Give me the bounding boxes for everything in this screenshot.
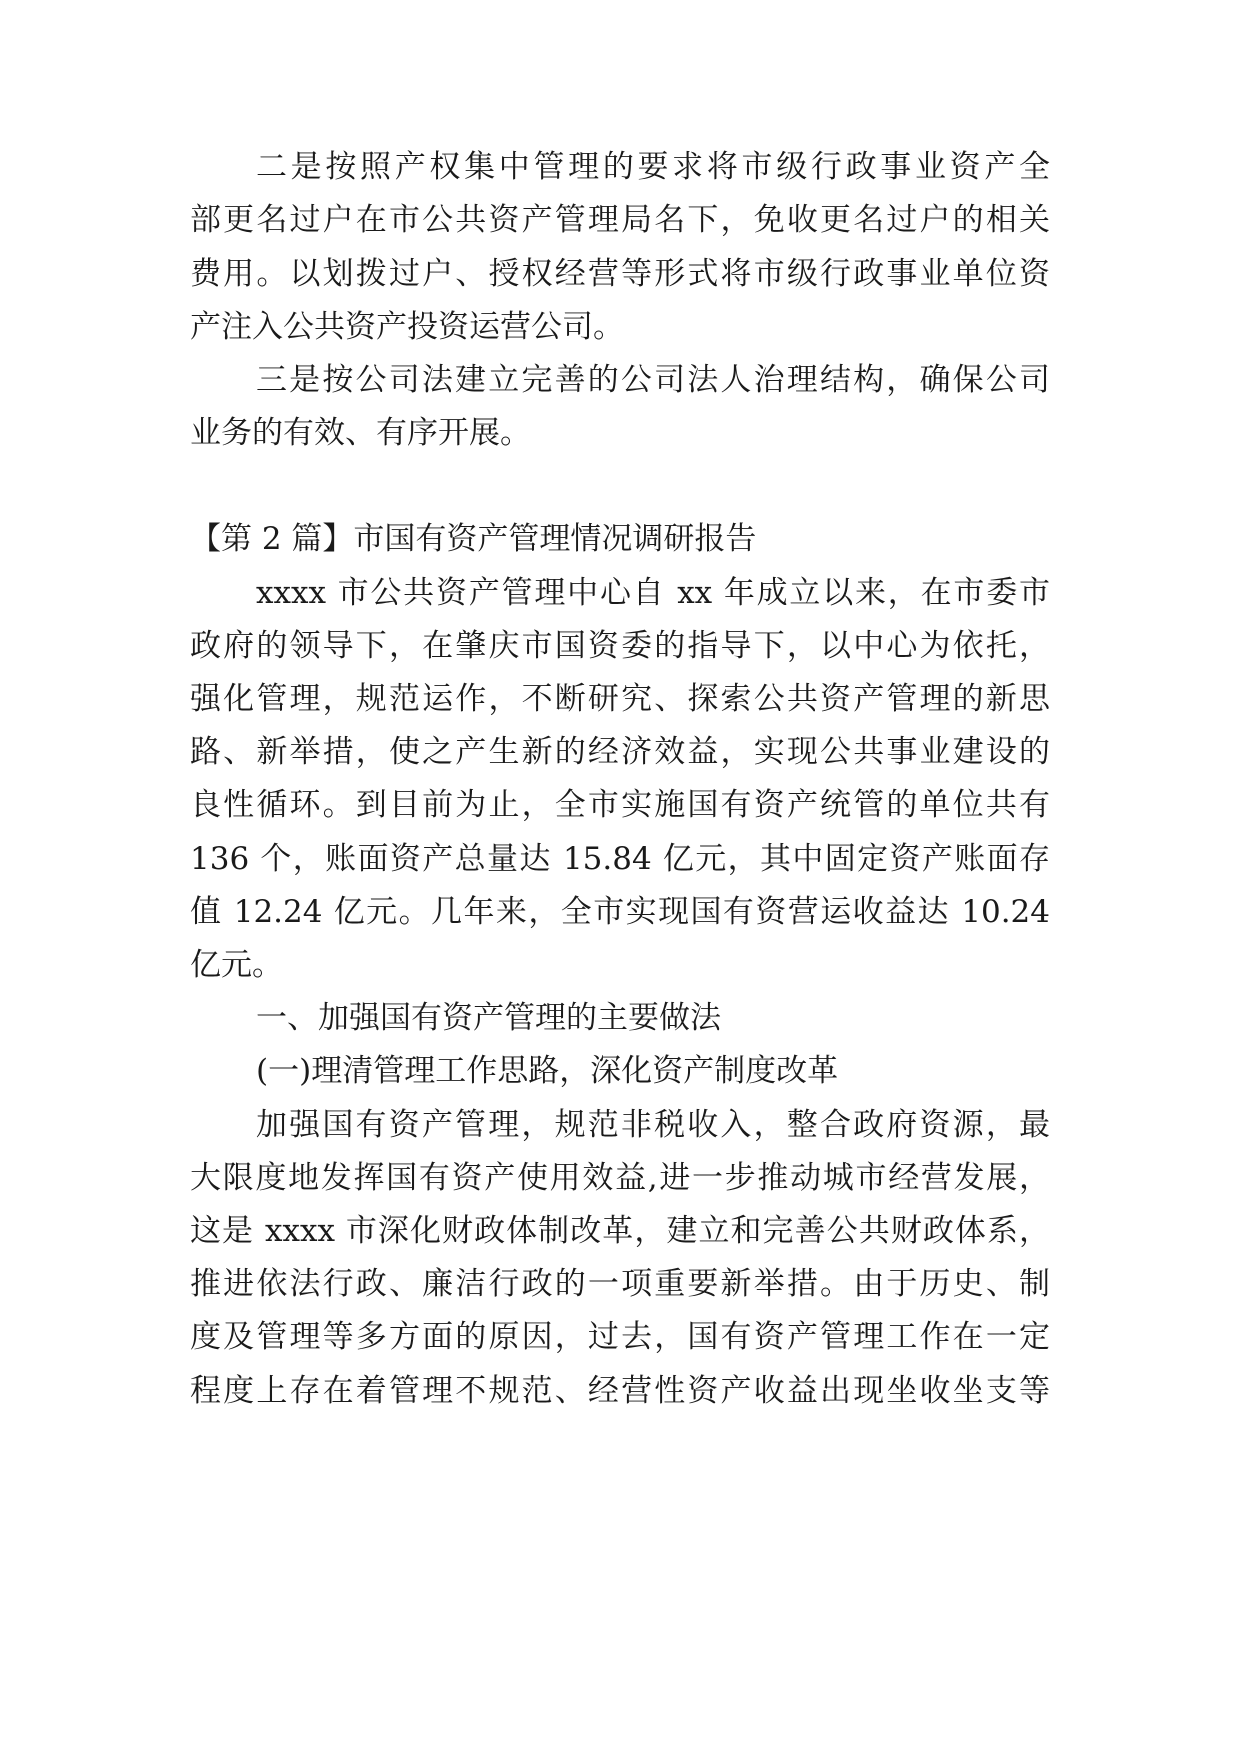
text-line: 费用。以划拨过户、授权经营等形式将市级行政事业单位资	[190, 256, 1050, 292]
subheading: (一)理清管理工作思路，深化资产制度改革	[256, 1053, 839, 1089]
text-line: 推进依法行政、廉洁行政的一项重要新举措。由于历史、制	[190, 1266, 1050, 1302]
text-line: xxxx 市公共资产管理中心自 xx 年成立以来，在市委市	[256, 575, 1050, 611]
text-line: 二是按照产权集中管理的要求将市级行政事业资产全	[256, 149, 1050, 185]
text-line: 良性循环。到目前为止，全市实施国有资产统管的单位共有	[190, 787, 1050, 823]
text-line: 度及管理等多方面的原因，过去，国有资产管理工作在一定	[190, 1319, 1050, 1355]
text-line: 业务的有效、有序开展。	[190, 415, 531, 451]
text-line: 政府的领导下，在肇庆市国资委的指导下，以中心为依托，	[190, 628, 1050, 664]
text-line: 产注入公共资产投资运营公司。	[190, 309, 624, 345]
text-line: 三是按公司法建立完善的公司法人治理结构，确保公司	[256, 362, 1050, 398]
text-line: 路、新举措，使之产生新的经济效益，实现公共事业建设的	[190, 734, 1050, 770]
text-line: 值 12.24 亿元。几年来，全市实现国有资营运收益达 10.24	[190, 894, 1050, 930]
section-heading: 【第 2 篇】市国有资产管理情况调研报告	[190, 521, 757, 557]
text-line: 136 个，账面资产总量达 15.84 亿元，其中固定资产账面存	[190, 841, 1050, 877]
text-line: 大限度地发挥国有资产使用效益,进一步推动城市经营发展，	[190, 1160, 1050, 1196]
text-line: 强化管理，规范运作，不断研究、探索公共资产管理的新思	[190, 681, 1050, 717]
text-line: 亿元。	[190, 947, 283, 983]
text-line: 加强国有资产管理，规范非税收入，整合政府资源，最	[256, 1107, 1050, 1143]
text-line: 这是 xxxx 市深化财政体制改革，建立和完善公共财政体系，	[190, 1213, 1050, 1249]
text-line: 程度上存在着管理不规范、经营性资产收益出现坐收坐支等	[190, 1373, 1050, 1409]
subheading: 一、加强国有资产管理的主要做法	[256, 1000, 721, 1036]
text-line: 部更名过户在市公共资产管理局名下，免收更名过户的相关	[190, 202, 1050, 238]
